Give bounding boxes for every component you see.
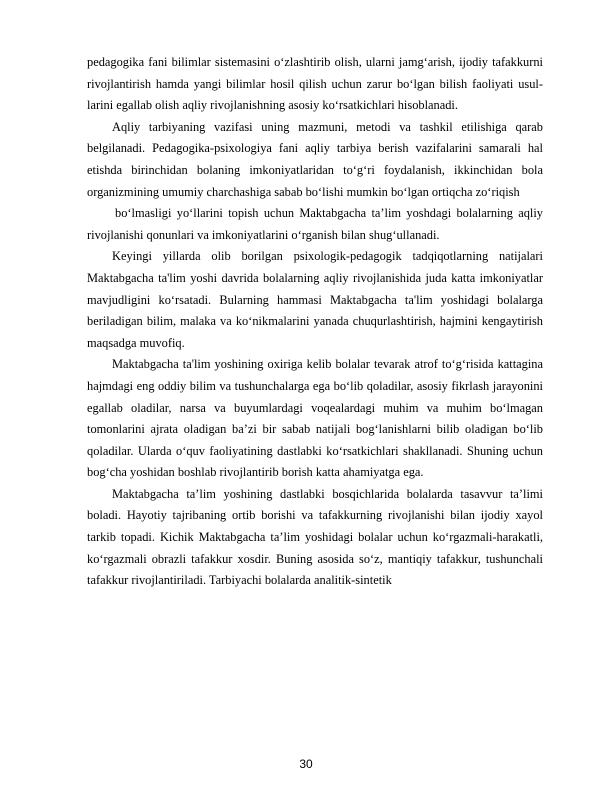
page-number: 30 [299,757,313,771]
paragraph-5: Maktabgacha ta'lim yoshining oxiriga kelib bolalar tevarak atrof to‘g‘risida kattagina hajmdagi eng oddiy bilim va tushunchalarga ega bo‘lib qoladilar, asosiy fikrlash jarayonini egallab oladilar, narsa va buyumlardagi voqealardagi muhim va muhim bo‘lmagan tomonlarini ajrata oladigan ba’zi bir sabab natijali bog‘lanishlarni bilib oladigan bo‘lib qoladilar. Ularda o‘quv faoliyatining dastlabki ko‘rsatkichlari shakllanadi. Shuning uchun bog‘cha yoshidan boshlab rivojlantirib borish katta ahamiyatga ega. [87,357,543,480]
paragraph-4: Keyingi yillarda olib borilgan psixologik-pedagogik tadqiqotlarning natijalari Maktabgacha ta'lim yoshi davrida bolalarning aqliy rivojlanishida juda katta imkoniyatlar mavjudligini ko‘rsatadi. Bularning hammasi Maktabgacha ta'lim yoshidagi bolalarga beriladigan bilim, malaka va ko‘nikmalarini yanada chuqurlashtirish, hajmini kengaytirish maqsadga muvofiq. [87,249,543,350]
paragraph-2: Aqliy tarbiyaning vazifasi uning mazmuni, metodi va tashkil etilishiga qarab belgilanadi. Pedagogika-psixologiya fani aqliy tarbiya berish vazifalarini samarali hal etishda birinchidan bolaning imkoniyatlaridan to‘g‘ri foydalanish, ikkinchidan bola organizmining umumiy charchashiga sabab bo‘lishi mumkin bo‘lgan ortiqcha zo‘riqish [87,119,543,199]
body-text [87,52,543,592]
paragraph-3: bo‘lmasligi yo‘llarini topish uchun Maktabgacha ta’lim yoshdagi bolalarning aqliy rivojlanishi qonunlari va imkoniyatlarini o‘rganish bilan shug‘ullanadi. [87,206,543,242]
paragraph-6: Maktabgacha ta’lim yoshining dastlabki bosqichlarida bolalarda tasavvur ta’limi boladi. Hayotiy tajribaning ortib borishi va tafakkurning rivojlanishi bilan ijodiy xayol tarkib topadi. Kichik Maktabgacha ta’lim yoshidagi bolalar uchun ko‘rgazmali-harakatli, ko‘rgazmali obrazli tafakkur xosdir. Buning asosida so‘z, mantiqiy tafakkur, tushunchali tafakkur rivojlantiriladi. Tarbiyachi bolalarda analitik-sintetik [87,486,543,588]
paragraph-1: pedagogika fani bilimlar sistemasini o‘zlashtirib olish, ularni jamg‘arish, ijodiy tafakkurni rivojlantirish hamda yangi bilimlar hosil qilish uchun zarur bo‘lgan bilish faoliyati usul- larini egallab olish aqliy rivojlanishning asosiy ko‘rsatkichlari hisoblanadi. [87,55,543,113]
